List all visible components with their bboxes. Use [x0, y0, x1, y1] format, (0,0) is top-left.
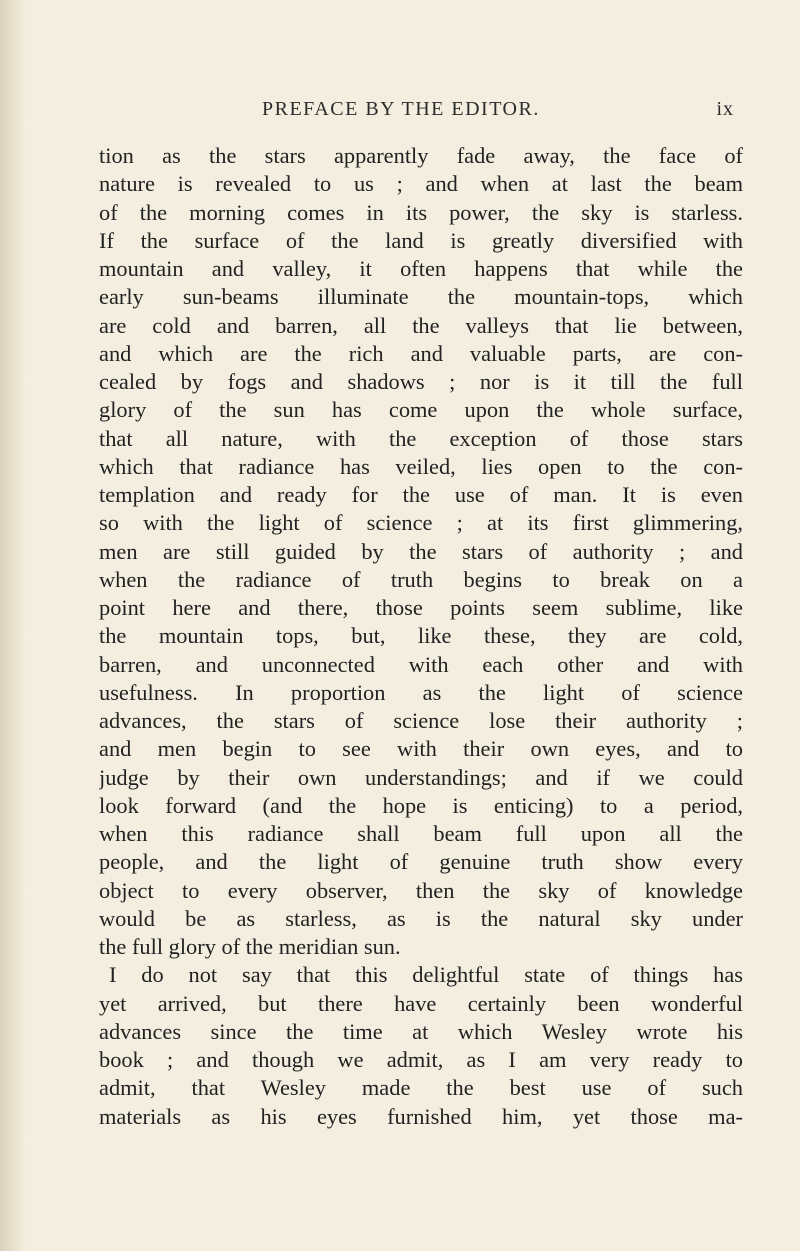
text-line: tion as the stars apparently fade away, the face of: [99, 143, 743, 168]
page-gutter-shadow: [0, 0, 26, 1251]
text-line: which that radiance has veiled, lies open to the con-: [99, 453, 743, 479]
text-line: look forward (and the hope is enticing) to a period,: [99, 792, 743, 818]
text-line: templation and ready for the use of man. It is even: [99, 482, 743, 507]
text-line: when the radiance of truth begins to break on a: [99, 566, 743, 592]
text-line-paragraph-end: the full glory of the meridian sun.: [99, 934, 401, 959]
text-line-paragraph-start: I do not say that this delightful state of things has: [109, 962, 743, 988]
text-line: judge by their own understandings; and if we could: [99, 764, 743, 790]
page-number: ix: [716, 98, 734, 120]
page-header: [262, 98, 734, 128]
text-line: point here and there, those points seem sublime, like: [99, 595, 743, 620]
text-line: object to every observer, then the sky of knowledge: [99, 877, 743, 903]
text-line: and men begin to see with their own eyes, and to: [99, 736, 743, 762]
text-line: advances since the time at which Wesley wrote his: [99, 1018, 743, 1044]
body-text: [99, 142, 743, 1131]
text-line: would be as starless, as is the natural sky under: [99, 905, 743, 931]
text-line: men are still guided by the stars of authority ; and: [99, 538, 743, 564]
text-line: the mountain tops, but, like these, they are cold,: [99, 623, 743, 649]
text-line: book ; and though we admit, as I am very ready to: [99, 1047, 743, 1072]
text-line: glory of the sun has come upon the whole surface,: [99, 397, 743, 423]
text-line: and which are the rich and valuable parts, are con-: [99, 340, 743, 366]
text-line: advances, the stars of science lose their authority ;: [99, 708, 743, 733]
running-head: PREFACE BY THE EDITOR.: [262, 98, 540, 120]
text-line: admit, that Wesley made the best use of such: [99, 1075, 743, 1101]
text-line: when this radiance shall beam full upon all the: [99, 821, 743, 846]
text-line: nature is revealed to us ; and when at last the beam: [99, 171, 743, 197]
text-line: If the surface of the land is greatly diversified with: [99, 227, 743, 253]
text-line: mountain and valley, it often happens that while the: [99, 256, 743, 281]
text-line: of the morning comes in its power, the sky is starless.: [99, 199, 743, 225]
text-line: that all nature, with the exception of those stars: [99, 425, 743, 451]
text-line: early sun-beams illuminate the mountain-tops, which: [99, 284, 743, 310]
text-line: people, and the light of genuine truth show every: [99, 849, 743, 875]
text-line: materials as his eyes furnished him, yet those ma-: [99, 1103, 743, 1129]
text-line: yet arrived, but there have certainly been wonderful: [99, 990, 743, 1016]
text-line: usefulness. In proportion as the light of science: [99, 679, 743, 705]
text-line: cealed by fogs and shadows ; nor is it till the full: [99, 369, 743, 394]
text-line: so with the light of science ; at its first glimmering,: [99, 510, 743, 536]
text-line: barren, and unconnected with each other and with: [99, 651, 743, 677]
text-line: are cold and barren, all the valleys that lie between,: [99, 312, 743, 338]
